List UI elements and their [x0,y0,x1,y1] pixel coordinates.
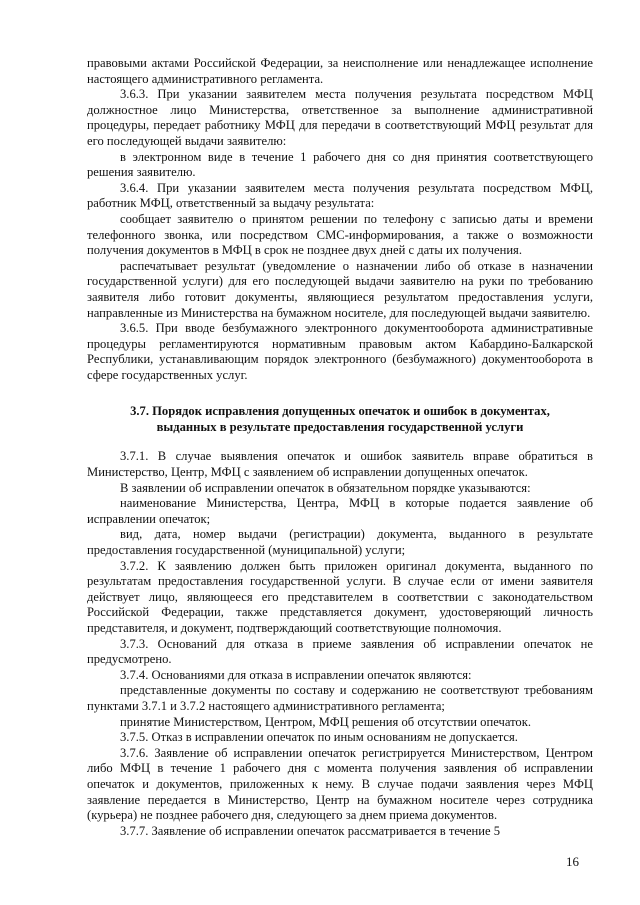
paragraph: в электронном виде в течение 1 рабочего дня со дня принятия соответствующего решения заявителю. [87,149,593,180]
paragraph: 3.7.6. Заявление об исправлении опечаток регистрируется Министерством, Центром либо МФЦ в течение 1 рабочего дня с момента получения заявления об исправлении опечаток и документов, приложенных к нему. В случае подачи заявления через МФЦ заявление передается в Министерство, Центр на бумажном носителе через сотрудника (курьера) не позднее рабочего дня, следующего за днем приема документов. [87,745,593,823]
paragraph: 3.7.7. Заявление об исправлении опечаток рассматривается в течение 5 [120,823,501,838]
paragraph: 3.7.5. Отказ в исправлении опечаток по иным основаниям не допускается. [120,730,518,745]
page-number: 16 [566,854,579,869]
page-body [87,56,593,839]
paragraph-group-top [87,56,593,383]
paragraph: 3.7.1. В случае выявления опечаток и ошибок заявитель вправе обратиться в Министерство, Центр, МФЦ с заявлением об исправлении допущенных опечаток. [87,449,593,480]
paragraph: 3.6.4. При указании заявителем места получения результата посредством МФЦ, работник МФЦ, ответственный за выдачу результата: [87,180,593,211]
paragraph: распечатывает результат (уведомление о назначении либо об отказе в назначении государственной услуги) для его последующей выдачи заявителю на руки по требованию заявителя либо готовит документы, являющиеся результатом предоставления услуги, направленные из Министерства на бумажном носителе, для последующей выдачи заявителю. [87,258,593,320]
paragraph: правовыми актами Российской Федерации, за неисполнение или ненадлежащее исполнение настоящего административного регламента. [87,56,593,86]
paragraph: 3.6.3. При указании заявителем места получения результата посредством МФЦ должностное лицо Министерства, ответственное за выполнение административной процедуры, передает работнику МФЦ для передачи в соответствующий МФЦ результат для его последующей выдачи заявителю: [87,87,593,148]
paragraph: представленные документы по составу и содержанию не соответствуют требованиям пунктами 3.7.1 и 3.7.2 настоящего административного регламента; [87,683,593,713]
paragraph: сообщает заявителю о принятом решении по телефону с записью даты и времени телефонного звонка, или посредством СМС-информирования, а также о возможности получения документов в МФЦ в срок не позднее двух дней с даты их получения. [87,211,593,258]
paragraph: наименование Министерства, Центра, МФЦ в которые подается заявление об исправлении опечаток; [87,496,593,526]
paragraph: принятие Министерством, Центром, МФЦ решения об отсутствии опечаток. [120,714,531,729]
section-heading: 3.7. Порядок исправления допущенных опечаток и ошибок в документах, выданных в результате предоставления государственной услуги [130,404,550,435]
paragraph: вид, дата, номер выдачи (регистрации) документа, выданного в результате предоставления государственной (муниципальной) услуги; [87,527,593,558]
paragraph: 3.6.5. При вводе безбумажного электронного документооборота административные процедуры регламентируются нормативным правовым актом Кабардино-Балкарской Республики, устанавливающим порядок электронного (безбумажного) документооборота в сфере государственных услуг. [87,321,593,382]
paragraph-group-bottom [87,449,593,839]
paragraph: 3.7.3. Оснований для отказа в приеме заявления об исправлении опечаток не предусмотрено. [87,636,593,667]
paragraph: 3.7.2. К заявлению должен быть приложен оригинал документа, выданного по результатам предоставления государственной услуги. В случае если от имени заявителя действует лицо, являющееся его представителем в соответствии с законодательством Российской Федерации, также представляется документ, удостоверяющий личность представителя, и документ, подтверждающий соответствующие полномочия. [87,558,593,635]
paragraph: 3.7.4. Основаниями для отказа в исправлении опечаток являются: [120,667,472,682]
paragraph: В заявлении об исправлении опечаток в обязательном порядке указываются: [120,480,531,495]
